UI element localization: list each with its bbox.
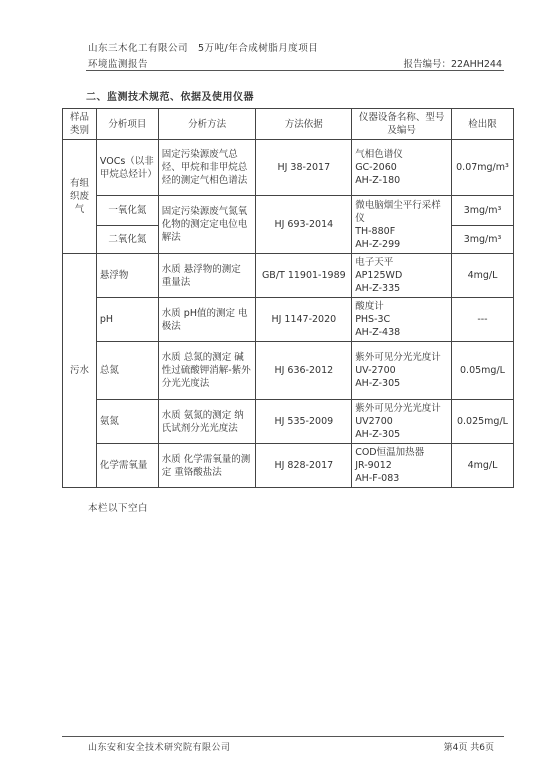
header-cell-limit: 检出限 xyxy=(451,109,513,140)
report-number: 报告编号：22AHH244 xyxy=(403,59,502,70)
instrument-cell: COD恒温加热器 JR-9012 AH-F-083 xyxy=(352,444,452,488)
limit-cell: 0.07mg/m³ xyxy=(451,140,513,196)
table-row xyxy=(63,444,514,488)
category-cell: 污水 xyxy=(63,254,97,488)
blank-below-note: 本栏以下空白 xyxy=(88,503,149,514)
table-row xyxy=(63,298,514,342)
header-cell-instrument: 仪器设备名称、型号及编号 xyxy=(352,109,452,140)
header-project-line: 山东三木化工有限公司 5万吨/年合成树脂月度项目 xyxy=(88,43,319,54)
instrument-cell: 微电脑烟尘平行采样仪 TH-880F AH-Z-299 xyxy=(352,196,452,254)
item-cell: VOCs（以非甲烷总烃计） xyxy=(96,140,158,196)
method-cell: 水质 悬浮物的测定 重量法 xyxy=(158,254,256,298)
instrument-cell: 电子天平 AP125WD AH-Z-335 xyxy=(352,254,452,298)
basis-cell: HJ 535-2009 xyxy=(256,400,352,444)
table-row xyxy=(63,140,514,196)
footer-rule xyxy=(62,736,504,737)
limit-cell: 4mg/L xyxy=(451,254,513,298)
header-cell-item: 分析项目 xyxy=(96,109,158,140)
item-cell: pH xyxy=(96,298,158,342)
table-row xyxy=(63,400,514,444)
basis-cell: HJ 1147-2020 xyxy=(256,298,352,342)
instrument-cell: 气相色谱仪 GC-2060 AH-Z-180 xyxy=(352,140,452,196)
table-row xyxy=(63,254,514,298)
limit-cell: --- xyxy=(451,298,513,342)
limit-cell: 0.05mg/L xyxy=(451,342,513,400)
method-cell: 固定污染源废气总烃、甲烷和非甲烷总烃的测定气相色谱法 xyxy=(158,140,256,196)
basis-cell: GB/T 11901-1989 xyxy=(256,254,352,298)
method-cell: 水质 总氮的测定 碱性过硫酸钾消解-紫外分光光度法 xyxy=(158,342,256,400)
footer-company: 山东安和安全技术研究院有限公司 xyxy=(88,743,231,753)
basis-cell: HJ 636-2012 xyxy=(256,342,352,400)
method-cell: 水质 氨氮的测定 纳氏试剂分光光度法 xyxy=(158,400,256,444)
header-report-type: 环境监测报告 xyxy=(88,59,149,70)
footer-page-number: 第4页 共6页 xyxy=(443,743,494,753)
table-row xyxy=(63,342,514,400)
item-cell: 悬浮物 xyxy=(96,254,158,298)
header-cell-basis: 方法依据 xyxy=(256,109,352,140)
item-cell: 二氧化氮 xyxy=(96,226,158,254)
instrument-cell: 紫外可见分光光度计 UV-2700 AH-Z-305 xyxy=(352,342,452,400)
limit-cell: 0.025mg/L xyxy=(451,400,513,444)
header-cell-category: 样品类别 xyxy=(63,109,97,140)
header-cell-method: 分析方法 xyxy=(158,109,256,140)
table-header-row xyxy=(63,109,514,140)
basis-cell: HJ 828-2017 xyxy=(256,444,352,488)
instrument-cell: 酸度计 PHS-3C AH-Z-438 xyxy=(352,298,452,342)
basis-cell: HJ 693-2014 xyxy=(256,196,352,254)
limit-cell: 4mg/L xyxy=(451,444,513,488)
item-cell: 总氮 xyxy=(96,342,158,400)
table-row xyxy=(63,196,514,226)
method-cell: 固定污染源废气氮氧化物的测定定电位电解法 xyxy=(158,196,256,254)
limit-cell: 3mg/m³ xyxy=(451,196,513,226)
method-cell: 水质 化学需氧量的测定 重铬酸盐法 xyxy=(158,444,256,488)
basis-cell: HJ 38-2017 xyxy=(256,140,352,196)
header-rule xyxy=(86,70,504,71)
method-cell: 水质 pH值的测定 电极法 xyxy=(158,298,256,342)
limit-cell: 3mg/m³ xyxy=(451,226,513,254)
category-cell: 有组织废气 xyxy=(63,140,97,254)
item-cell: 化学需氧量 xyxy=(96,444,158,488)
instrument-cell: 紫外可见分光光度计 UV2700 AH-Z-305 xyxy=(352,400,452,444)
item-cell: 一氧化氮 xyxy=(96,196,158,226)
section-title: 二、监测技术规范、依据及使用仪器 xyxy=(86,92,254,103)
monitoring-methods-table xyxy=(62,108,514,488)
item-cell: 氨氮 xyxy=(96,400,158,444)
